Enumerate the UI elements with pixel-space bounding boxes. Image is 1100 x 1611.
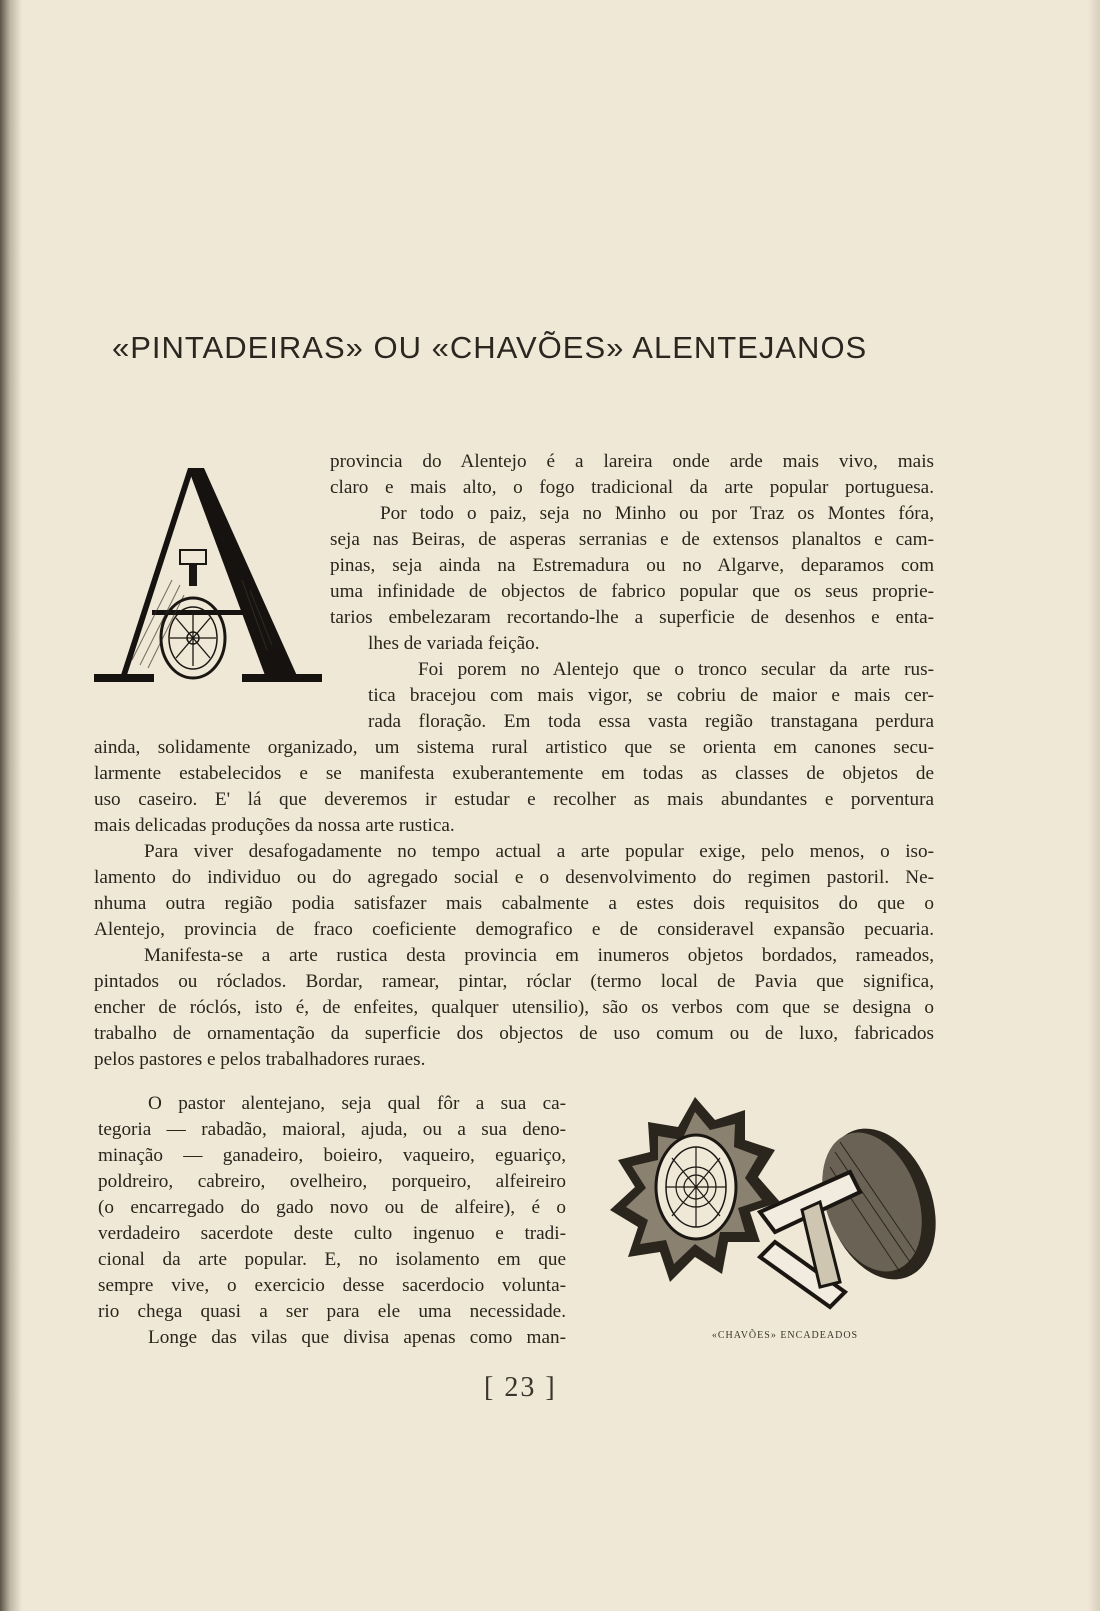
text-line: pintados ou róclados. Bordar, ramear, pintar, róclar (termo local de Pavia que significa, — [94, 971, 934, 992]
text-line: cional da arte popular. E, no isolamento em que — [98, 1249, 566, 1270]
text-line: trabalho de ornamentação da superficie dos objectos de uso comum ou de luxo, fabricados — [94, 1023, 934, 1044]
text-line: tarios embelezaram recortando-lhe a superficie de desenhos e enta- — [330, 607, 934, 628]
text-line: Longe das vilas que divisa apenas como man- — [148, 1327, 566, 1348]
text-line: lhes de variada feição. — [368, 633, 540, 654]
text-line: encher de róclós, isto é, de enfeites, qualquer utensilio), são os verbos com que se designa o — [94, 997, 934, 1018]
text-line: pinas, seja ainda na Estremadura ou no Algarve, deparamos com — [330, 555, 934, 576]
text-line: larmente estabelecidos e se manifesta exuberantemente em todas as classes de objetos de — [94, 763, 934, 784]
body-paragraphs — [94, 735, 934, 1073]
drop-cap-letter — [92, 460, 324, 700]
intro-paragraph — [330, 449, 934, 735]
text-line: claro e mais alto, o fogo tradicional da arte popular portuguesa. — [330, 477, 934, 498]
text-line: Por todo o paiz, seja no Minho ou por Traz os Montes fóra, — [380, 503, 934, 524]
chavoes-illustration — [610, 1092, 954, 1326]
text-line: tica bracejou com mais vigor, se cobriu de maior e mais cer- — [368, 685, 934, 706]
article-title: «PINTADEIRAS» OU «CHAVÕES» ALENTEJANOS — [112, 330, 868, 365]
text-line: mais delicadas produções da nossa arte rustica. — [94, 815, 455, 836]
text-line: (o encarregado do gado novo ou de alfeire), é o — [98, 1197, 566, 1218]
text-line: Para viver desafogadamente no tempo actual a arte popular exige, pelo menos, o iso- — [144, 841, 934, 862]
text-line: uso caseiro. E' lá que deveremos ir estudar e recolher as mais abundantes e porventura — [94, 789, 934, 810]
text-line: tegoria — rabadão, maioral, ajuda, ou a sua deno- — [98, 1119, 566, 1140]
text-line: Alentejo, provincia de fraco coeficiente demografico e de consideravel expansão pecuaria. — [94, 919, 934, 940]
text-line: O pastor alentejano, seja qual fôr a sua ca- — [148, 1093, 566, 1114]
illustration-caption: «CHAVÕES» ENCADEADOS — [711, 1330, 859, 1341]
page-number: [ 23 ] — [484, 1372, 557, 1403]
page-binding-shadow — [0, 0, 22, 1611]
text-line: provincia do Alentejo é a lareira onde arde mais vivo, mais — [330, 451, 934, 472]
text-line: uma infinidade de objectos de fabrico popular que os seus proprie- — [330, 581, 934, 602]
page-edge-shadow — [1088, 0, 1100, 1611]
text-line: seja nas Beiras, de asperas serranias e de extensos planaltos e cam- — [330, 529, 934, 550]
text-line: lamento do individuo ou do agregado social e o desenvolvimento do regimen pastoril. Ne- — [94, 867, 934, 888]
text-line: rio chega quasi a ser para ele uma necessidade. — [98, 1301, 566, 1322]
text-line: rada floração. Em toda essa vasta região transtagana perdura — [368, 711, 934, 732]
text-line: nhuma outra região podia satisfazer mais cabalmente a estes dois requisitos do que o — [94, 893, 934, 914]
text-line: Foi porem no Alentejo que o tronco secular da arte rus- — [418, 659, 934, 680]
text-line: poldreiro, cabreiro, ovelheiro, porqueiro, alfeireiro — [98, 1171, 566, 1192]
text-line: sempre vive, o exercicio desse sacerdocio volunta- — [98, 1275, 566, 1296]
text-line: Manifesta-se a arte rustica desta provincia em inumeros objetos bordados, rameados, — [144, 945, 934, 966]
text-line: ainda, solidamente organizado, um sistema rural artistico que se orienta em canones secu- — [94, 737, 934, 758]
text-line: minação — ganadeiro, boieiro, vaqueiro, eguariço, — [98, 1145, 566, 1166]
narrow-paragraph — [98, 1091, 566, 1351]
text-line: verdadeiro sacerdote deste culto ingenuo e tradi- — [98, 1223, 566, 1244]
text-line: pelos pastores e pelos trabalhadores ruraes. — [94, 1049, 426, 1070]
